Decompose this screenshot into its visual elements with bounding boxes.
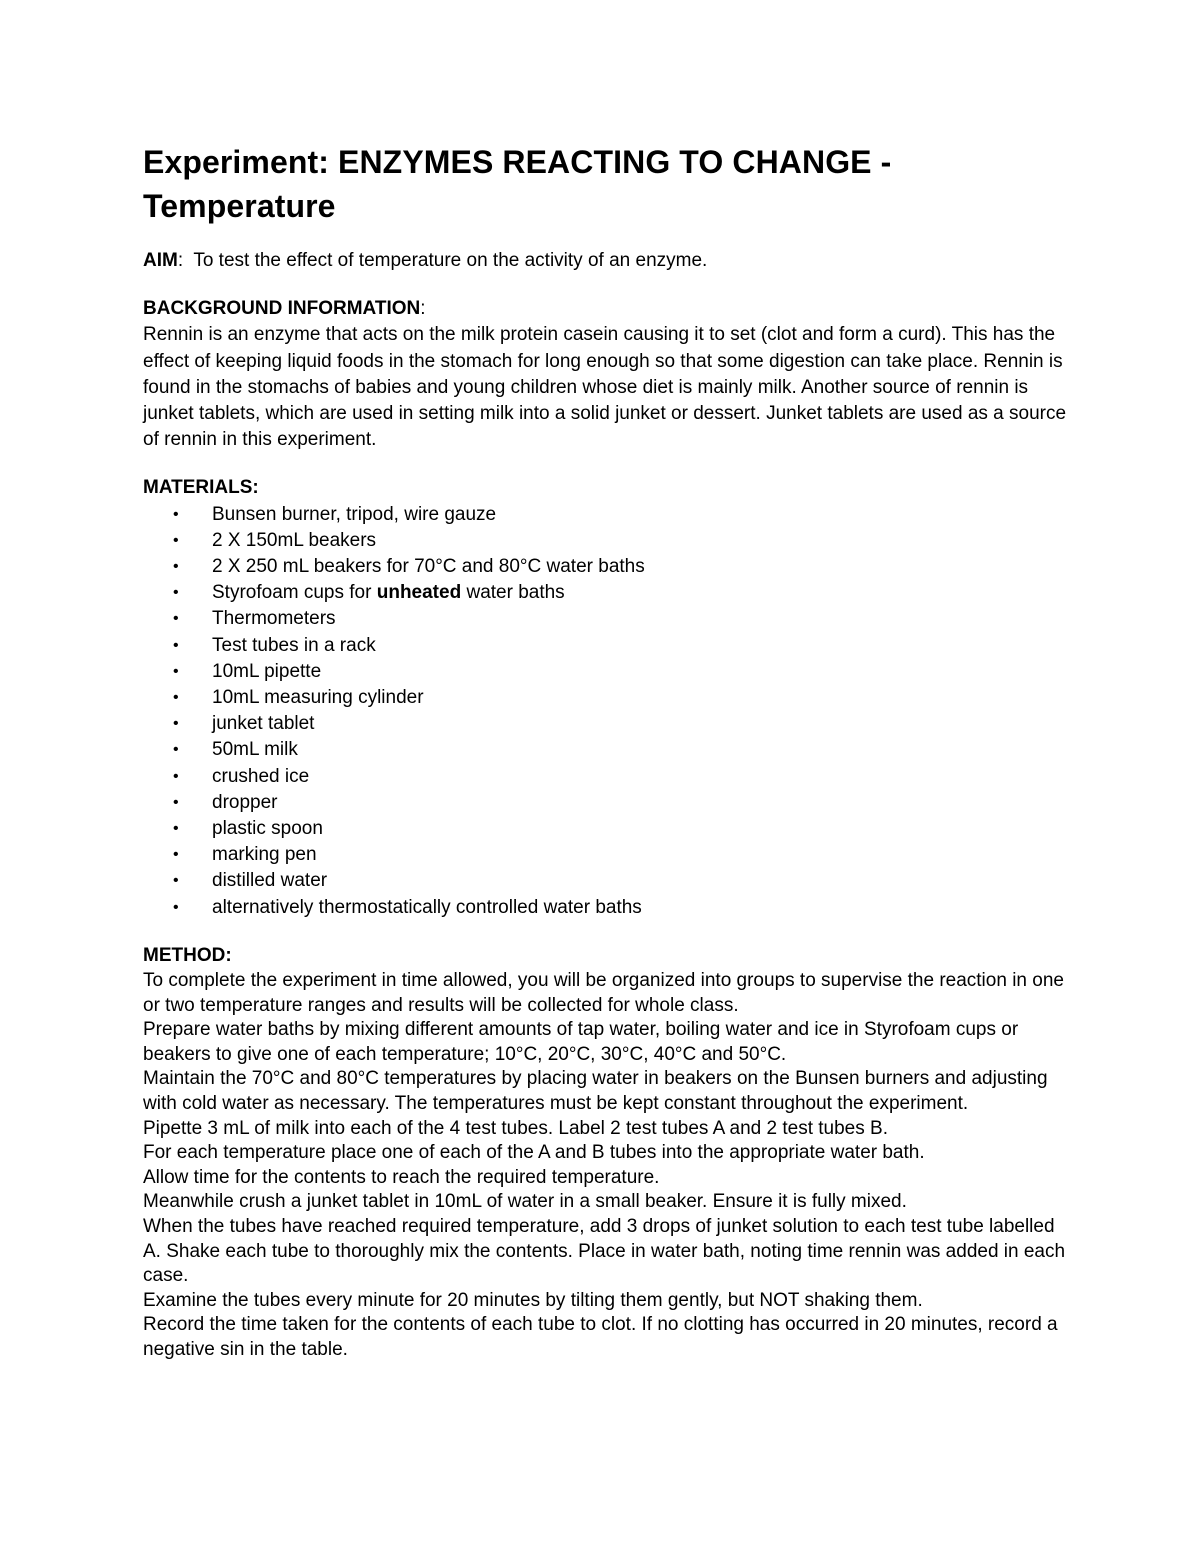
list-item: • 10mL measuring cylinder — [143, 685, 1073, 711]
background-text: Rennin is an enzyme that acts on the milk protein casein causing it to set (clot and form a curd). This has the effect of keeping liquid foods in the stomach for long enough so that some digestion can take place. Rennin is found in the stomachs of babies and young children whose diet is mainly milk. Another source of rennin is junket tablets, which are used in setting milk into a solid junket or dessert. Junket tablets are used as a source of rennin in this experiment. — [143, 324, 1067, 451]
styrofoam-pre: Styrofoam cups for — [212, 582, 377, 604]
bullet-icon: • — [173, 767, 179, 785]
bullet-icon: • — [173, 741, 179, 759]
list-item: • 2 X 250 mL beakers for 70°C and 80°C water baths — [143, 554, 1073, 580]
styrofoam-post: water baths — [461, 582, 565, 604]
list-item: • alternatively thermostatically controlled water baths — [143, 895, 1073, 921]
list-item: • Test tubes in a rack — [143, 633, 1073, 659]
bullet-icon: • — [173, 505, 179, 523]
method-step: Allow time for the contents to reach the required temperature. — [143, 1166, 660, 1188]
list-item — [143, 580, 1073, 606]
bullet-icon: • — [173, 584, 179, 602]
method-step: Record the time taken for the contents of each tube to clot. If no clotting has occurred in 20 minutes, record a negative sin in the table. — [143, 1314, 1058, 1360]
aim-text: To test the effect of temperature on the activity of an enzyme. — [183, 250, 708, 271]
list-item: • Thermometers — [143, 606, 1073, 632]
list-item: • distilled water — [143, 868, 1073, 894]
method-step: Meanwhile crush a junket tablet in 10mL of water in a small beaker. Ensure it is fully mixed. — [143, 1191, 907, 1213]
list-item: • Bunsen burner, tripod, wire gauze — [143, 502, 1073, 528]
page-title — [143, 140, 1073, 228]
method-step: Pipette 3 mL of milk into each of the 4 test tubes. Label 2 test tubes A and 2 test tubes B. — [143, 1117, 888, 1139]
bullet-icon: • — [173, 662, 179, 680]
materials-section — [143, 475, 1073, 920]
list-item: • marking pen — [143, 842, 1073, 868]
list-item: • 2 X 150mL beakers — [143, 528, 1073, 554]
method-step: Prepare water baths by mixing different amounts of tap water, boiling water and ice in Styrofoam cups or beakers to give one of each temperature; 10°C, 20°C, 30°C, 40°C and 50°C. — [143, 1019, 1019, 1065]
method-step: Maintain the 70°C and 80°C temperatures by placing water in beakers on the Bunsen burners and adjusting with cold water as necessary. The temperatures must be kept constant throughout the experiment. — [143, 1068, 1048, 1115]
materials-heading: MATERIALS: — [143, 477, 259, 499]
list-item: • junket tablet — [143, 711, 1073, 737]
bullet-icon: • — [173, 558, 179, 576]
list-item: • 10mL pipette — [143, 659, 1073, 685]
bullet-icon: • — [173, 846, 179, 864]
bullet-icon: • — [173, 689, 179, 707]
styrofoam-bold: unheated — [376, 582, 462, 604]
bullet-icon: • — [173, 531, 179, 549]
method-heading: METHOD: — [143, 944, 232, 966]
title-line-2: Temperature — [143, 188, 336, 224]
background-label: BACKGROUND INFORMATION — [143, 298, 421, 320]
bullet-icon: • — [173, 872, 179, 890]
list-item: • plastic spoon — [143, 816, 1073, 842]
bullet-icon: • — [173, 820, 179, 838]
aim-paragraph — [143, 248, 1073, 274]
background-section — [143, 296, 1073, 453]
method-text — [143, 969, 1073, 1363]
bullet-icon: • — [173, 898, 179, 916]
bullet-icon: • — [173, 610, 179, 628]
method-step: For each temperature place one of each of the A and B tubes into the appropriate water bath. — [143, 1142, 925, 1164]
method-step: Examine the tubes every minute for 20 minutes by tilting them gently, but NOT shaking them. — [143, 1289, 923, 1311]
bullet-icon: • — [173, 636, 179, 654]
bullet-icon: • — [173, 793, 179, 811]
title-line-1: Experiment: ENZYMES REACTING TO CHANGE - — [143, 144, 892, 180]
method-section — [143, 943, 1073, 1363]
background-heading — [143, 296, 1073, 322]
method-step: When the tubes have reached required temperature, add 3 drops of junket solution to each test tube labelled A. Shake each tube to thoroughly mix the contents. Place in water bath, noting time rennin was added in each case. — [143, 1216, 1066, 1287]
bullet-icon: • — [173, 715, 179, 733]
aim-label: AIM — [143, 250, 178, 271]
document-page — [143, 140, 1073, 1363]
list-item: • crushed ice — [143, 764, 1073, 790]
background-separator: : — [420, 298, 426, 320]
list-item: • dropper — [143, 790, 1073, 816]
list-item: • 50mL milk — [143, 737, 1073, 763]
materials-list — [143, 502, 1073, 921]
method-step: To complete the experiment in time allowed, you will be organized into groups to supervise the reaction in one or two temperature ranges and results will be collected for whole class. — [143, 970, 1064, 1016]
aim-separator: : — [177, 250, 184, 271]
